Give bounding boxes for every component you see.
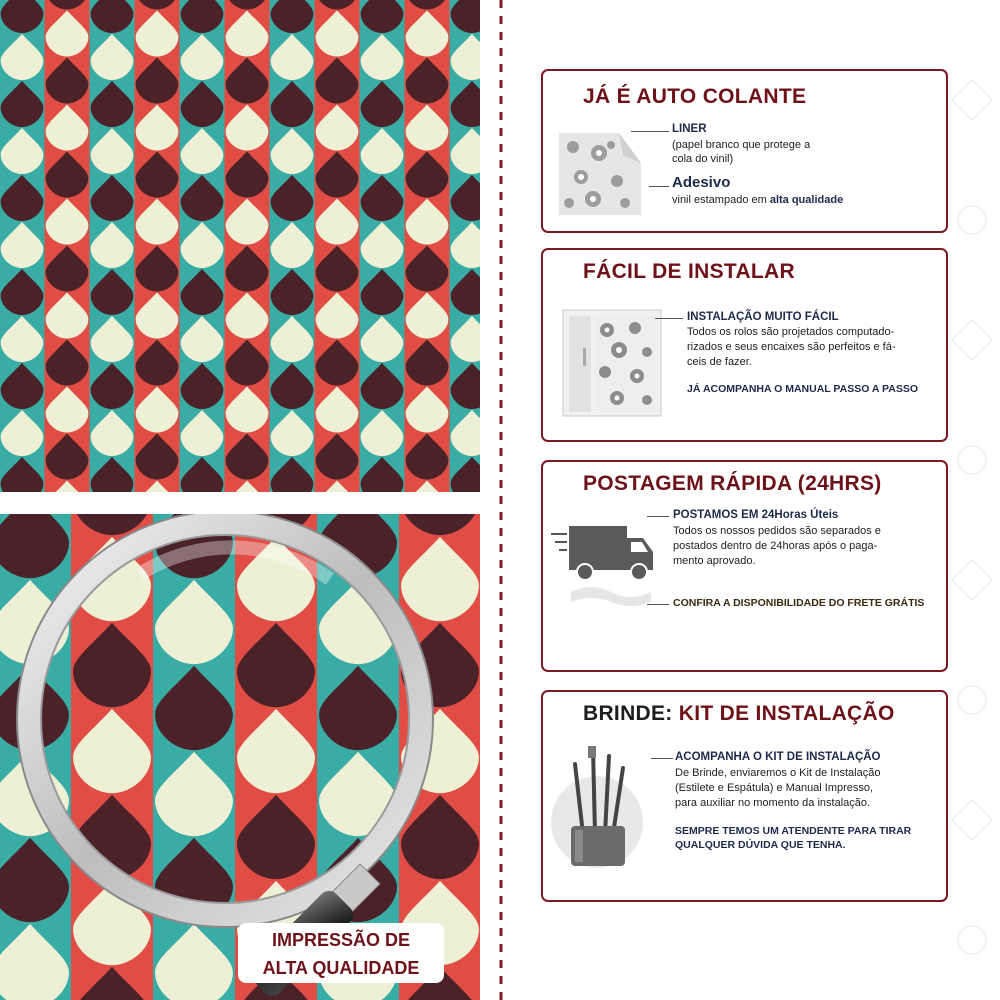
shipping-desc-1: Todos os nossos pedidos são separados e xyxy=(673,525,881,537)
pattern-preview-top xyxy=(0,0,480,492)
card-facil-instalar xyxy=(541,248,948,442)
leader-line xyxy=(651,758,673,759)
floral-vinil-sample-icon xyxy=(559,133,647,221)
install-desc-1: Todos os rolos são projetados computado- xyxy=(687,326,895,338)
quality-badge-line1: IMPRESSÃO DE xyxy=(271,930,411,950)
leader-line xyxy=(647,604,669,605)
shipping-desc-2: postados dentro de 24horas após o paga- xyxy=(673,540,878,552)
card-title xyxy=(583,702,895,726)
kit-note-1: SEMPRE TEMOS UM ATENDENTE PARA TIRAR xyxy=(675,825,912,837)
shipping-desc-3: mento aprovado. xyxy=(673,555,756,567)
background-ornament xyxy=(945,60,1000,1000)
quality-badge-line2: ALTA QUALIDADE xyxy=(262,958,420,978)
kit-desc-1: De Brinde, enviaremos o Kit de Instalação xyxy=(675,767,881,779)
kit-desc-2: (Estilete e Espátula) e Manual Impresso, xyxy=(675,782,874,794)
leader-line xyxy=(655,318,683,319)
leader-line xyxy=(631,131,669,132)
card-title: FÁCIL DE INSTALAR xyxy=(583,260,795,283)
leader-line xyxy=(647,516,669,517)
adesivo-desc xyxy=(672,193,843,207)
liner-desc-1: (papel branco que protege a xyxy=(672,139,811,151)
install-heading: INSTALAÇÃO MUITO FÁCIL xyxy=(687,311,839,323)
card-title: POSTAGEM RÁPIDA (24HRS) xyxy=(583,472,882,495)
kit-desc-3: para auxiliar no momento da instalação. xyxy=(675,797,871,809)
card-title: JÁ É AUTO COLANTE xyxy=(583,85,807,108)
install-desc-3: ceis de fazer. xyxy=(687,356,752,368)
quality-badge xyxy=(238,923,444,983)
title-kit: KIT DE INSTALAÇÃO xyxy=(678,702,895,725)
card-postagem-rapida xyxy=(541,460,948,672)
install-note: JÁ ACOMPANHA O MANUAL PASSO A PASSO xyxy=(687,383,919,395)
adesivo-label: Adesivo xyxy=(672,174,731,191)
shipping-note: CONFIRA A DISPONIBILIDADE DO FRETE GRÁTIS xyxy=(673,597,925,609)
shipping-heading: POSTAMOS EM 24Horas Úteis xyxy=(673,509,839,521)
kit-note-2: QUALQUER DÚVIDA QUE TENHA. xyxy=(675,839,846,851)
card-auto-colante xyxy=(541,69,948,233)
install-desc-2: rizados e seus encaixes são perfeitos e fá- xyxy=(687,341,896,353)
retro-drop-pattern xyxy=(0,0,480,492)
wardrobe-icon xyxy=(557,308,667,420)
title-brinde: BRINDE: xyxy=(583,702,673,725)
adesivo-desc-bold: alta qualidade xyxy=(769,194,844,206)
adesivo-desc-text: vinil estampado em xyxy=(672,194,770,206)
liner-desc-2: cola do vinil) xyxy=(672,153,734,165)
kit-heading: ACOMPANHA O KIT DE INSTALAÇÃO xyxy=(675,751,881,763)
delivery-truck-icon xyxy=(551,520,661,610)
leader-line xyxy=(649,186,669,187)
card-brinde-kit xyxy=(541,690,948,902)
tool-cup-icon xyxy=(547,726,647,896)
liner-label: LINER xyxy=(672,123,707,135)
dashed-divider xyxy=(496,0,506,1000)
